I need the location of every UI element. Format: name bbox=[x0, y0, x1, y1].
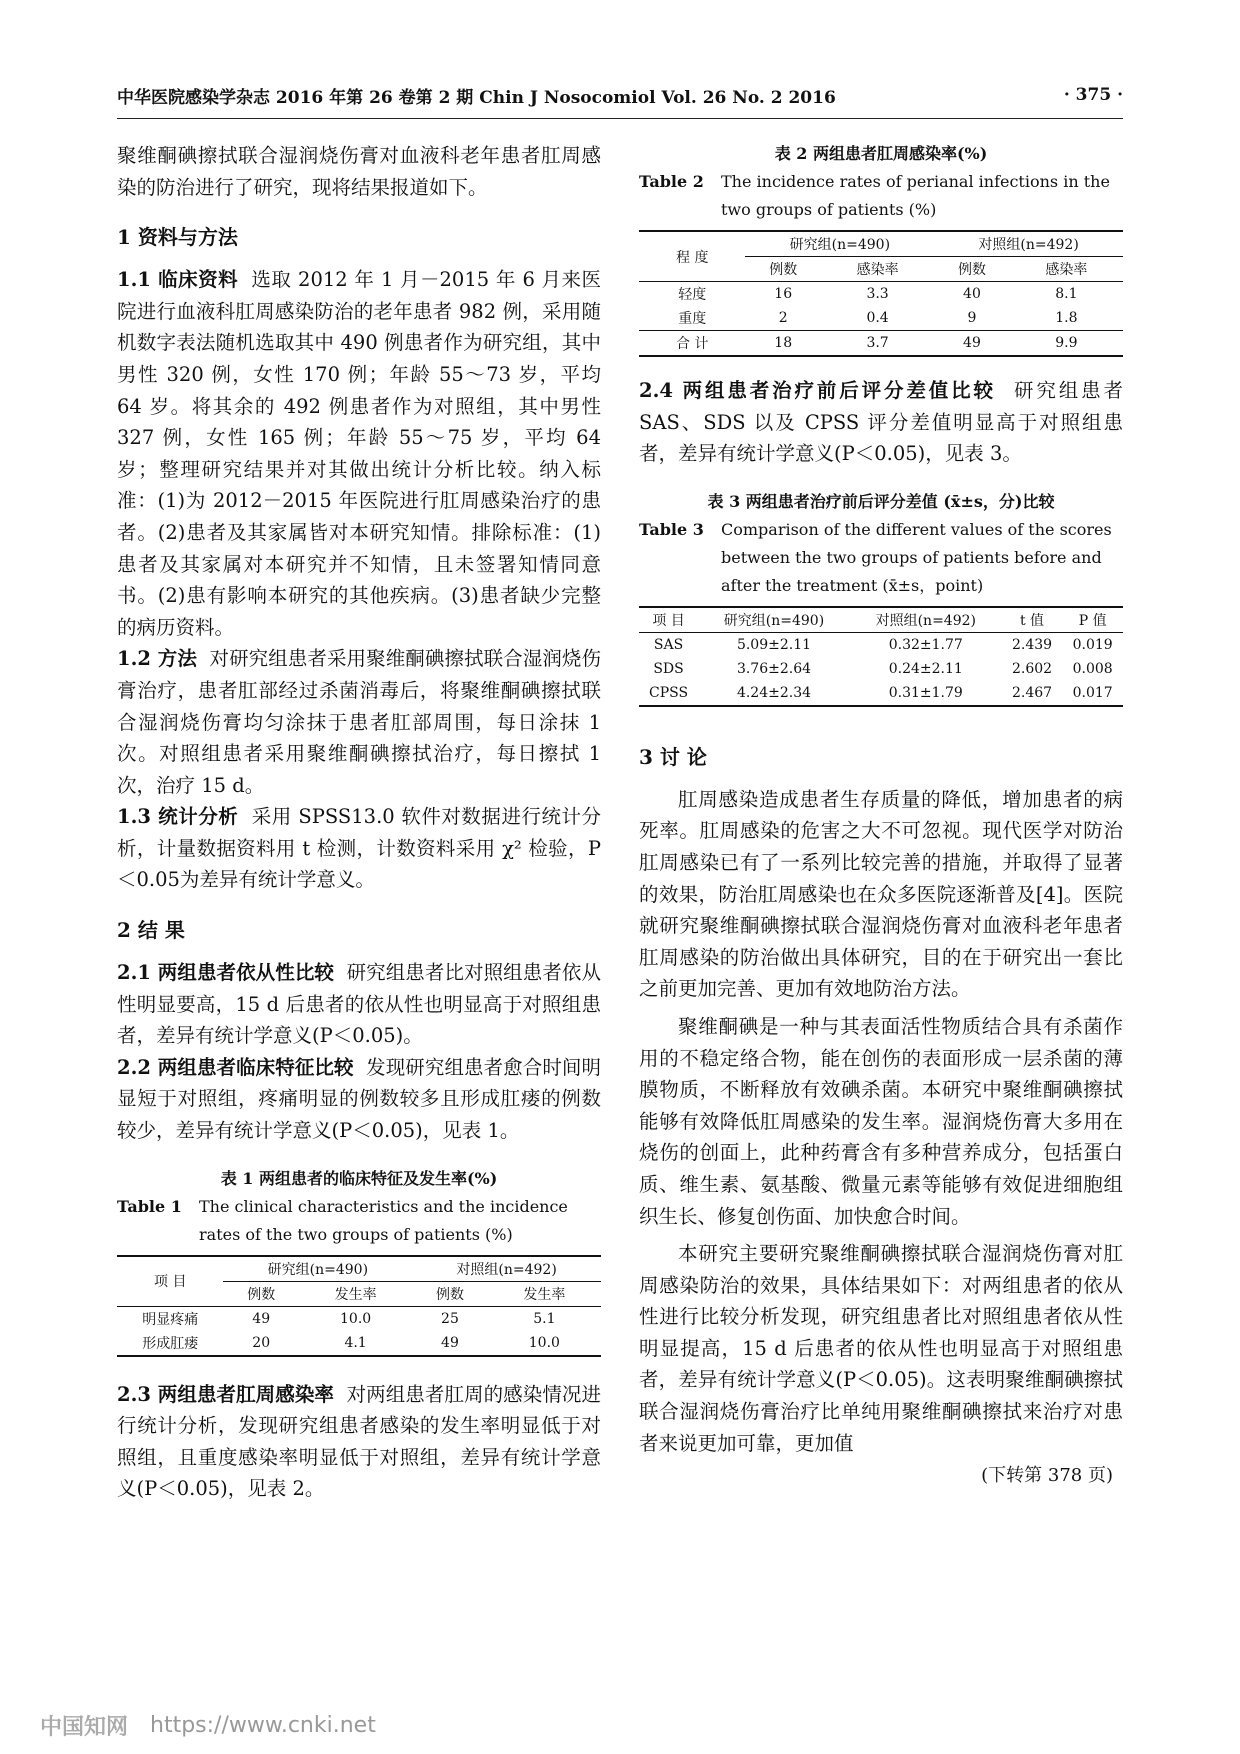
section-1-1-heading: 1.1 临床资料 bbox=[117, 268, 239, 292]
table-3-col-t: t 值 bbox=[1002, 607, 1063, 633]
table-cell: 9 bbox=[967, 310, 977, 326]
table-3-col-control: 对照组(n=492) bbox=[850, 607, 1002, 633]
table-cell: SDS bbox=[653, 660, 684, 677]
section-2-2-heading: 2.2 两组患者临床特征比较 bbox=[117, 1055, 354, 1079]
table-3-col-study: 研究组(n=490) bbox=[698, 607, 850, 633]
table-3-col-item: 项 目 bbox=[639, 607, 698, 633]
section-1-1 bbox=[117, 264, 601, 643]
table-row bbox=[639, 657, 1123, 681]
running-header bbox=[117, 80, 1123, 110]
table-cell: 10.0 bbox=[340, 1310, 372, 1327]
section-2-title: 2 结 果 bbox=[117, 918, 185, 943]
table-cell: 49 bbox=[441, 1334, 459, 1351]
table-2-caption-text: The incidence rates of perianal infections in the two groups of patients (%) bbox=[721, 172, 1110, 219]
table-3-caption-text: Comparison of the different values of the scores between the two groups of patients before and after the treatment (x̄±s，point) bbox=[721, 519, 1112, 595]
table-cell: 10.0 bbox=[528, 1334, 560, 1351]
page-number: · 375 · bbox=[1063, 85, 1123, 105]
table-cell: SAS bbox=[653, 636, 684, 653]
table-cell: 合 计 bbox=[639, 331, 745, 357]
table-2-caption-cn: 表 2 两组患者肛周感染率(%) bbox=[774, 144, 988, 163]
section-2-1-body: 研究组患者比对照组患者依从性明显要高，15 d 后患者的依从性也明显高于对照组患者，差异有统计学意义(P＜0.05)。 bbox=[117, 961, 601, 1048]
table-3 bbox=[639, 488, 1123, 707]
table-cell: 0.019 bbox=[1072, 636, 1113, 653]
table-cell: 0.4 bbox=[866, 310, 889, 326]
table-1 bbox=[117, 1165, 601, 1357]
journal-info: 中华医院感染学杂志 2016 年第 26 卷第 2 期 Chin J Nosocomiol Vol. 26 No. 2 2016 bbox=[117, 87, 836, 108]
table-cell: 3.3 bbox=[866, 286, 889, 302]
table-cell: 2.439 bbox=[1011, 636, 1053, 653]
table-2-sub-b2: 感染率 bbox=[1010, 257, 1123, 282]
table-cell: 2.602 bbox=[1011, 660, 1053, 677]
table-cell: 0.31±1.79 bbox=[888, 684, 963, 701]
table-1-sub-a1: 例数 bbox=[223, 1281, 298, 1306]
table-cell: 2 bbox=[778, 310, 788, 326]
table-1-sub-b2: 发生率 bbox=[488, 1281, 601, 1306]
table-1-grid bbox=[117, 1255, 601, 1357]
table-2-sub-a2: 例数 bbox=[934, 257, 1009, 282]
table-row bbox=[639, 282, 1123, 307]
table-cell: 明显疼痛 bbox=[142, 1311, 199, 1328]
table-2-group-2: 对照组(n=492) bbox=[934, 231, 1123, 257]
table-cell: 49 bbox=[252, 1310, 271, 1327]
section-2-1 bbox=[117, 957, 601, 1052]
table-2-sub-b1: 感染率 bbox=[821, 257, 934, 282]
section-2-3-body: 对两组患者肛周的感染情况进行统计分析，发现研究组患者感染的发生率明显低于对照组，且重度感染率明显低于对照组，差异有统计学意义(P＜0.05)，见表 2。 bbox=[117, 1382, 601, 1501]
section-1-title: 1 资料与方法 bbox=[117, 225, 238, 250]
section-1-2-heading: 1.2 方法 bbox=[117, 647, 197, 671]
right-column bbox=[639, 140, 1123, 1487]
table-1-label: Table 1 bbox=[117, 1196, 182, 1216]
section-2-1-heading: 2.1 两组患者依从性比较 bbox=[117, 961, 334, 985]
table-3-grid bbox=[639, 606, 1123, 707]
table-cell: 形成肛瘘 bbox=[142, 1335, 199, 1352]
section-2-4 bbox=[639, 375, 1123, 470]
table-2-group-1: 研究组(n=490) bbox=[745, 231, 934, 257]
table-cell: 20 bbox=[252, 1334, 271, 1351]
cnki-url: https://www.cnki.net bbox=[150, 1713, 376, 1738]
table-row bbox=[639, 306, 1123, 331]
table-3-label: Table 3 bbox=[639, 519, 704, 539]
section-1-2 bbox=[117, 643, 601, 801]
section-2-4-heading: 2.4 两组患者治疗前后评分差值比较 bbox=[639, 379, 996, 402]
table-cell: 2.467 bbox=[1011, 684, 1053, 701]
table-cell: CPSS bbox=[649, 684, 689, 701]
table-1-caption-cn: 表 1 两组患者的临床特征及发生率(%) bbox=[220, 1168, 498, 1188]
table-cell: 5.1 bbox=[533, 1310, 556, 1327]
table-cell: 3.76±2.64 bbox=[736, 660, 812, 677]
table-1-sub-a2: 例数 bbox=[412, 1281, 487, 1306]
header-rule bbox=[117, 118, 1123, 119]
section-1-2-body: 对研究组患者采用聚维酮碘擦拭联合湿润烧伤膏治疗，患者肛部经过杀菌消毒后，将聚维酮碘擦拭联合湿润烧伤膏均匀涂抹于患者肛部周围，每日涂抹 1 次。对照组患者采用聚维酮碘擦拭治疗，每日擦拭 1 次，治疗 15 d。 bbox=[117, 647, 601, 797]
table-cell: 0.24±2.11 bbox=[888, 660, 963, 677]
table-1-caption-en bbox=[117, 1193, 601, 1249]
section-1-3-heading: 1.3 统计分析 bbox=[117, 805, 239, 829]
table-1-group-2: 对照组(n=492) bbox=[412, 1256, 601, 1282]
discussion-paragraph-3: 本研究主要研究聚维酮碘擦拭联合湿润烧伤膏对肛周感染防治的效果，具体结果如下：对两组患者的依从性进行比较分析发现，研究组患者比对照组患者依从性明显提高，15 d 后患者的依从性也明显高于对照组患者，差异有统计学意义(P＜0.05)。这表明聚维酮碘擦拭联合湿润烧伤膏治疗比单纯用聚维酮碘擦拭来治疗对患者来说更加可靠，更加值 bbox=[639, 1242, 1123, 1455]
section-3-title: 3 讨 论 bbox=[639, 744, 707, 769]
table-cell: 0.32±1.77 bbox=[888, 636, 963, 653]
table-1-group-1: 研究组(n=490) bbox=[223, 1256, 412, 1282]
table-3-caption-en bbox=[639, 516, 1123, 600]
cnki-watermark bbox=[40, 1710, 376, 1741]
left-column bbox=[117, 140, 601, 1505]
section-1-1-body: 选取 2012 年 1 月－2015 年 6 月来医院进行血液科肛周感染防治的老年患者 982 例，采用随机数字表法随机选取其中 490 例患者作为研究组，其中男性 320 例，女性 170 例；年龄 55～73 岁，平均 64 岁。将其余的 492 例患者作为对照组，其中男性 327 例，女性 165 例；年龄 55～75 岁，平均 64 岁；整理研究结果并对其做出统计分析比较。纳入标准：(1)为 2012－2015 年医院进行肛周感染治疗的患者。(2)患者及其家属皆对本研究知情。排除标准：(1)患者及其家属对本研究并不知情，且未签署知情同意书。(2)患有影响本研究的其他疾病。(3)患者缺少完整的病历资料。 bbox=[117, 268, 601, 639]
table-2-grid bbox=[639, 230, 1123, 357]
table-row bbox=[117, 1306, 601, 1331]
table-cell: 25 bbox=[441, 1310, 459, 1327]
table-cell: 3.7 bbox=[821, 331, 934, 357]
table-cell: 49 bbox=[934, 331, 1009, 357]
table-cell: 5.09±2.11 bbox=[736, 636, 812, 653]
table-2-sub-a1: 例数 bbox=[745, 257, 820, 282]
table-cell: 4.1 bbox=[344, 1334, 367, 1351]
table-2-label: Table 2 bbox=[639, 172, 704, 191]
table-row bbox=[639, 632, 1123, 657]
table-cell: 9.9 bbox=[1010, 331, 1123, 357]
intro-paragraph: 聚维酮碘擦拭联合湿润烧伤膏对血液科老年患者肛周感染的防治进行了研究，现将结果报道如下。 bbox=[117, 144, 601, 199]
table-cell: 4.24±2.34 bbox=[736, 684, 812, 701]
table-3-col-p: P 值 bbox=[1062, 607, 1123, 633]
section-2-2 bbox=[117, 1052, 601, 1147]
continued-note: (下转第 378 页) bbox=[981, 1465, 1113, 1487]
table-cell: 1.8 bbox=[1055, 310, 1078, 326]
table-cell: 轻度 bbox=[678, 287, 707, 303]
table-3-caption-cn: 表 3 两组患者治疗前后评分差值 (x̄±s，分)比较 bbox=[707, 491, 1055, 511]
table-row bbox=[117, 1331, 601, 1356]
section-2-3 bbox=[117, 1379, 601, 1505]
table-2-caption-en bbox=[639, 168, 1123, 224]
table-1-col-item: 项 目 bbox=[117, 1256, 223, 1307]
discussion-paragraph-2: 聚维酮碘是一种与其表面活性物质结合具有杀菌作用的不稳定络合物，能在创伤的表面形成一层杀菌的薄膜物质，不断释放有效碘杀菌。本研究中聚维酮碘擦拭能够有效降低肛周感染的发生率。湿润烧伤膏大多用在烧伤的创面上，此种药膏含有多种营养成分，包括蛋白质、维生素、氨基酸、微量元素等能够有效促进细胞组织生长、修复创伤面、加快愈合时间。 bbox=[639, 1014, 1123, 1228]
table-cell: 0.017 bbox=[1072, 684, 1113, 701]
table-row bbox=[639, 681, 1123, 706]
table-cell: 0.008 bbox=[1072, 660, 1113, 677]
cnki-logo: 中国知网 bbox=[40, 1715, 129, 1740]
discussion-paragraph-1: 肛周感染造成患者生存质量的降低，增加患者的病死率。肛周感染的危害之大不可忽视。现代医学对防治肛周感染已有了一系列比较完善的措施，并取得了显著的效果，防治肛周感染也在众多医院逐渐普及[4]。医院就研究聚维酮碘擦拭联合湿润烧伤膏对血液科老年患者肛周感染的防治做出具体研究，目的在于研究出一套比之前更加完善、更加有效地防治方法。 bbox=[639, 787, 1123, 1001]
table-cell: 8.1 bbox=[1055, 286, 1078, 302]
table-cell: 16 bbox=[774, 286, 793, 302]
section-1-3-body: 采用 SPSS13.0 软件对数据进行统计分析，计量数据资料用 t 检测，计数资料采用 χ² 检验，P＜0.05为差异有统计学意义。 bbox=[117, 805, 601, 892]
table-cell: 18 bbox=[745, 331, 820, 357]
table-total-row bbox=[639, 331, 1123, 357]
table-2-col-item: 程 度 bbox=[639, 231, 745, 282]
table-2 bbox=[639, 140, 1123, 357]
section-2-3-heading: 2.3 两组患者肛周感染率 bbox=[117, 1382, 334, 1406]
table-1-caption-text: The clinical characteristics and the incidence rates of the two groups of patients (%) bbox=[199, 1196, 568, 1244]
table-cell: 重度 bbox=[678, 311, 707, 327]
section-2-4-body: 研究组患者 SAS、SDS 以及 CPSS 评分差值明显高于对照组患者，差异有统计学意义(P＜0.05)，见表 3。 bbox=[639, 379, 1123, 466]
section-2-2-body: 发现研究组患者愈合时间明显短于对照组，疼痛明显的例数较多且形成肛瘘的例数较少，差异有统计学意义(P＜0.05)，见表 1。 bbox=[117, 1055, 601, 1143]
table-1-sub-b1: 发生率 bbox=[299, 1281, 412, 1306]
section-1-3 bbox=[117, 801, 601, 896]
table-cell: 40 bbox=[963, 286, 981, 302]
